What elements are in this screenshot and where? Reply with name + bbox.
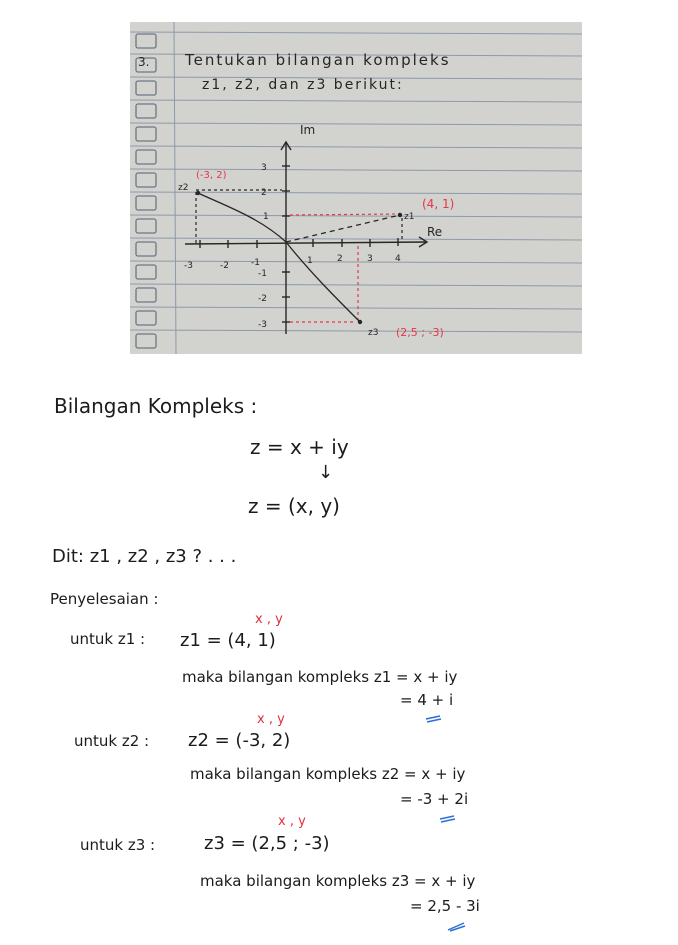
section-z1-maka: maka bilangan kompleks z1 = x + iy — [182, 668, 458, 686]
y-tick-label: 3 — [261, 163, 267, 173]
z2-name: z2 — [178, 183, 189, 193]
x-tick-label: 4 — [395, 254, 401, 264]
section-z3-maka: maka bilangan kompleks z3 = x + iy — [200, 872, 476, 890]
section-z3-label: untuk z3 : — [80, 836, 156, 854]
formula-xy: z = (x, y) — [248, 494, 340, 518]
notes-heading: Bilangan Kompleks : — [54, 394, 258, 418]
z1-name: z1 — [404, 212, 415, 222]
im-axis-label: Im — [300, 123, 316, 137]
section-z2-eq: z2 = (-3, 2) — [188, 730, 291, 751]
penyelesaian-label: Penyelesaian : — [50, 590, 159, 608]
y-tick-label: -3 — [258, 320, 267, 330]
problem-number: 3. — [138, 55, 150, 69]
section-z2-label: untuk z2 : — [74, 732, 150, 750]
section-z2-maka: maka bilangan kompleks z2 = x + iy — [190, 765, 466, 783]
section-z2-result: = -3 + 2i — [400, 790, 469, 808]
y-tick-label: -1 — [258, 269, 267, 279]
section-z1-label: untuk z1 : — [70, 630, 146, 648]
z3-name: z3 — [368, 328, 379, 338]
x-tick-label: 1 — [307, 256, 313, 266]
point-z2 — [196, 191, 200, 195]
formula-x-iy: z = x + iy — [250, 435, 349, 459]
point-z3 — [358, 320, 362, 324]
y-tick-label: -2 — [258, 294, 267, 304]
z2-label: (-3, 2) — [196, 170, 227, 181]
notebook-photo — [130, 22, 582, 354]
answer-mark-icon — [438, 813, 458, 823]
z3-label: (2,5 ; -3) — [396, 326, 444, 339]
point-z1 — [398, 213, 402, 217]
section-z1-eq: z1 = (4, 1) — [180, 630, 276, 651]
z1-label: (4, 1) — [422, 197, 455, 211]
answer-mark-icon — [424, 713, 444, 723]
x-tick-label: 2 — [337, 254, 343, 264]
re-axis-label: Re — [427, 225, 443, 239]
x-tick-label: 3 — [367, 254, 373, 264]
y-tick-label: 2 — [261, 188, 267, 198]
xy-hint-z1: x , y — [255, 612, 283, 627]
x-tick-label: -2 — [220, 261, 229, 271]
section-z1-result: = 4 + i — [400, 691, 454, 709]
problem-line-1: Tentukan bilangan kompleks — [185, 51, 451, 69]
problem-line-2: z1, z2, dan z3 berikut: — [202, 77, 404, 93]
section-z3-eq: z3 = (2,5 ; -3) — [204, 833, 330, 854]
paper-background — [130, 22, 582, 354]
y-tick-label: 1 — [263, 212, 269, 222]
xy-hint-z3: x , y — [278, 814, 306, 829]
section-z3-result: = 2,5 - 3i — [410, 897, 480, 915]
answer-mark-icon — [446, 920, 468, 932]
dit-line: Dit: z1 , z2 , z3 ? . . . — [52, 546, 237, 567]
down-arrow-icon: ↓ — [318, 462, 334, 483]
x-tick-label: -1 — [251, 258, 260, 268]
xy-hint-z2: x , y — [257, 712, 285, 727]
x-tick-label: -3 — [184, 261, 193, 271]
